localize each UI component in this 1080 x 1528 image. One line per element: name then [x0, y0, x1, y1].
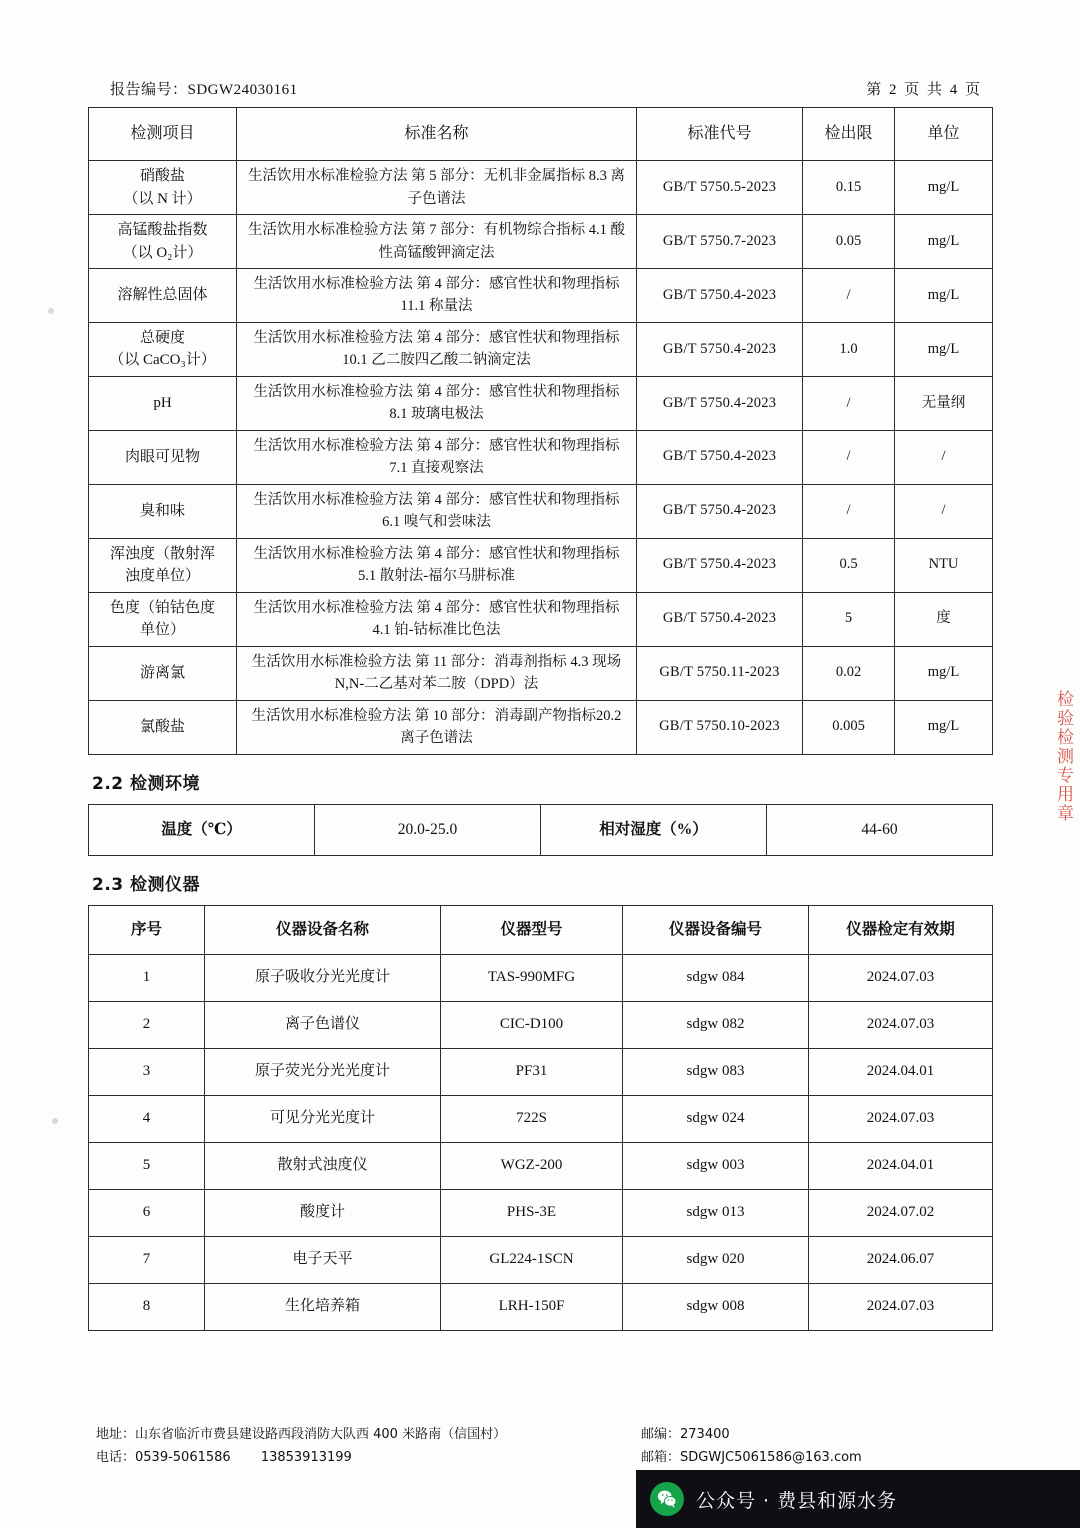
- cell-standard: 生活饮用水标准检验方法 第 4 部分：感官性状和物理指标 6.1 嗅气和尝味法: [237, 484, 637, 538]
- cell-model: TAS-990MFG: [441, 954, 623, 1001]
- table-row: [89, 954, 993, 1001]
- cell-code: GB/T 5750.4-2023: [637, 430, 803, 484]
- page-content: [88, 78, 992, 1331]
- table-row: [89, 322, 993, 376]
- table-row: [89, 1236, 993, 1283]
- table-row: [89, 161, 993, 215]
- cell-valid: 2024.04.01: [809, 1048, 993, 1095]
- cell-sn: sdgw 084: [623, 954, 809, 1001]
- footer-line-2: [96, 1447, 996, 1470]
- cell-standard: 生活饮用水标准检验方法 第 10 部分：消毒副产物指标20.2离子色谱法: [237, 700, 637, 754]
- footer-line-1: [96, 1424, 996, 1447]
- col-detection-limit: 检出限: [803, 108, 895, 161]
- table-row: [89, 1142, 993, 1189]
- cell-model: PF31: [441, 1048, 623, 1095]
- cell-no: 6: [89, 1189, 205, 1236]
- cell-standard: 生活饮用水标准检验方法 第 11 部分：消毒剂指标 4.3 现场 N,N-二乙基对苯二胺（DPD）法: [237, 646, 637, 700]
- cell-no: 3: [89, 1048, 205, 1095]
- cell-unit: mg/L: [895, 700, 993, 754]
- cell-item: 高锰酸盐指数 （以 O₂计）: [89, 215, 237, 269]
- cell-model: 722S: [441, 1095, 623, 1142]
- table-row: [89, 376, 993, 430]
- cell-item: pH: [89, 376, 237, 430]
- cell-item: 浑浊度（散射浑 浊度单位）: [89, 538, 237, 592]
- table-header-row: [89, 108, 993, 161]
- cell-humidity-value: 44-60: [767, 804, 993, 855]
- col-standard-code: 标准代号: [637, 108, 803, 161]
- table-row: [89, 215, 993, 269]
- cell-standard: 生活饮用水标准检验方法 第 4 部分：感官性状和物理指标 4.1 铂-钴标准比色法: [237, 592, 637, 646]
- cell-name: 离子色谱仪: [205, 1001, 441, 1048]
- cell-temperature-value: 20.0-25.0: [315, 804, 541, 855]
- cell-sn: sdgw 020: [623, 1236, 809, 1283]
- cell-name: 电子天平: [205, 1236, 441, 1283]
- cell-item: 色度（铂钴色度 单位）: [89, 592, 237, 646]
- cell-no: 1: [89, 954, 205, 1001]
- cell-limit: 0.15: [803, 161, 895, 215]
- cell-code: GB/T 5750.4-2023: [637, 538, 803, 592]
- table-row: [89, 538, 993, 592]
- col-instrument-name: 仪器设备名称: [205, 905, 441, 954]
- cell-item: 肉眼可见物: [89, 430, 237, 484]
- footer-postcode: 邮编：273400: [641, 1427, 730, 1442]
- cell-sn: sdgw 003: [623, 1142, 809, 1189]
- cell-unit: mg/L: [895, 322, 993, 376]
- footer-phone: 电话：0539-5061586: [96, 1449, 231, 1465]
- cell-valid: 2024.07.03: [809, 1001, 993, 1048]
- table-row: [89, 804, 993, 855]
- table-row: [89, 700, 993, 754]
- col-no: 序号: [89, 905, 205, 954]
- table-row: [89, 1001, 993, 1048]
- cell-code: GB/T 5750.4-2023: [637, 484, 803, 538]
- cell-code: GB/T 5750.10-2023: [637, 700, 803, 754]
- cell-name: 散射式浊度仪: [205, 1142, 441, 1189]
- cell-limit: 0.005: [803, 700, 895, 754]
- cell-code: GB/T 5750.4-2023: [637, 269, 803, 323]
- cell-sn: sdgw 013: [623, 1189, 809, 1236]
- table-row: [89, 646, 993, 700]
- cell-limit: /: [803, 484, 895, 538]
- cell-sn: sdgw 008: [623, 1283, 809, 1330]
- col-instrument-model: 仪器型号: [441, 905, 623, 954]
- section-title-environment: 2.2 检测环境: [92, 773, 201, 794]
- cell-sn: sdgw 083: [623, 1048, 809, 1095]
- cell-unit: /: [895, 430, 993, 484]
- cell-code: GB/T 5750.4-2023: [637, 592, 803, 646]
- table-row: [89, 1189, 993, 1236]
- cell-limit: /: [803, 430, 895, 484]
- cell-item: 游离氯: [89, 646, 237, 700]
- footer-phone-group: [96, 1447, 641, 1470]
- page-indicator: 第 2 页 共 4 页: [866, 82, 982, 98]
- document-footer: [96, 1424, 996, 1470]
- cell-item: 溶解性总固体: [89, 269, 237, 323]
- cell-name: 生化培养箱: [205, 1283, 441, 1330]
- report-number: 报告编号：SDGW24030161: [110, 82, 298, 98]
- cell-standard: 生活饮用水标准检验方法 第 4 部分：感官性状和物理指标 8.1 玻璃电极法: [237, 376, 637, 430]
- cell-no: 8: [89, 1283, 205, 1330]
- cell-model: WGZ-200: [441, 1142, 623, 1189]
- cell-unit: 度: [895, 592, 993, 646]
- cell-unit: mg/L: [895, 215, 993, 269]
- cell-code: GB/T 5750.4-2023: [637, 322, 803, 376]
- cell-name: 原子荧光分光光度计: [205, 1048, 441, 1095]
- col-instrument-sn: 仪器设备编号: [623, 905, 809, 954]
- cell-limit: 0.5: [803, 538, 895, 592]
- cell-limit: 1.0: [803, 322, 895, 376]
- environment-table: [88, 804, 993, 856]
- table-row: [89, 592, 993, 646]
- cell-unit: mg/L: [895, 161, 993, 215]
- footer-address: 地址：山东省临沂市费县建设路西段消防大队西 400 米路南（信国村）: [96, 1427, 507, 1442]
- cell-no: 5: [89, 1142, 205, 1189]
- banner-text: 公众号 · 费县和源水务: [696, 1489, 898, 1512]
- cell-code: GB/T 5750.7-2023: [637, 215, 803, 269]
- table-row: [89, 430, 993, 484]
- cell-humidity-label: 相对湿度（%）: [541, 804, 767, 855]
- cell-limit: 0.02: [803, 646, 895, 700]
- cell-valid: 2024.04.01: [809, 1142, 993, 1189]
- cell-temperature-label: 温度（℃）: [89, 804, 315, 855]
- cell-valid: 2024.07.03: [809, 1095, 993, 1142]
- cell-limit: /: [803, 269, 895, 323]
- cell-name: 原子吸收分光光度计: [205, 954, 441, 1001]
- cell-code: GB/T 5750.5-2023: [637, 161, 803, 215]
- cell-no: 7: [89, 1236, 205, 1283]
- cell-no: 2: [89, 1001, 205, 1048]
- cell-item: 氯酸盐: [89, 700, 237, 754]
- cell-unit: mg/L: [895, 646, 993, 700]
- cell-code: GB/T 5750.11-2023: [637, 646, 803, 700]
- cell-no: 4: [89, 1095, 205, 1142]
- test-items-table: [88, 107, 993, 755]
- cell-item: 臭和味: [89, 484, 237, 538]
- cell-model: PHS-3E: [441, 1189, 623, 1236]
- cell-standard: 生活饮用水标准检验方法 第 4 部分：感官性状和物理指标 11.1 称量法: [237, 269, 637, 323]
- col-instrument-valid: 仪器检定有效期: [809, 905, 993, 954]
- cell-valid: 2024.06.07: [809, 1236, 993, 1283]
- cell-sn: sdgw 024: [623, 1095, 809, 1142]
- cell-unit: mg/L: [895, 269, 993, 323]
- cell-model: CIC-D100: [441, 1001, 623, 1048]
- red-stamp-watermark: 检验检测专用章: [1053, 690, 1073, 823]
- cell-name: 酸度计: [205, 1189, 441, 1236]
- table-header-row: [89, 905, 993, 954]
- cell-valid: 2024.07.03: [809, 1283, 993, 1330]
- table-row: [89, 1095, 993, 1142]
- cell-unit: NTU: [895, 538, 993, 592]
- cell-standard: 生活饮用水标准检验方法 第 7 部分：有机物综合指标 4.1 酸性高锰酸钾滴定法: [237, 215, 637, 269]
- wechat-account-banner: [636, 1470, 1080, 1528]
- footer-email: 邮箱：SDGWJC5061586@163.com: [641, 1449, 862, 1465]
- col-standard-name: 标准名称: [237, 108, 637, 161]
- document-header: [88, 78, 992, 107]
- table-row: [89, 269, 993, 323]
- cell-standard: 生活饮用水标准检验方法 第 4 部分：感官性状和物理指标 5.1 散射法-福尔马肼标准: [237, 538, 637, 592]
- col-unit: 单位: [895, 108, 993, 161]
- wechat-icon: [650, 1482, 684, 1516]
- cell-unit: /: [895, 484, 993, 538]
- instruments-table: [88, 905, 993, 1331]
- cell-sn: sdgw 082: [623, 1001, 809, 1048]
- table-row: [89, 1283, 993, 1330]
- cell-standard: 生活饮用水标准检验方法 第 5 部分：无机非金属指标 8.3 离子色谱法: [237, 161, 637, 215]
- table-row: [89, 1048, 993, 1095]
- cell-standard: 生活饮用水标准检验方法 第 4 部分：感官性状和物理指标 7.1 直接观察法: [237, 430, 637, 484]
- scan-speck: [48, 308, 54, 314]
- cell-limit: 5: [803, 592, 895, 646]
- cell-model: GL224-1SCN: [441, 1236, 623, 1283]
- col-item: 检测项目: [89, 108, 237, 161]
- cell-valid: 2024.07.03: [809, 954, 993, 1001]
- cell-item: 硝酸盐 （以 N 计）: [89, 161, 237, 215]
- cell-item: 总硬度 （以 CaCO₃计）: [89, 322, 237, 376]
- cell-name: 可见分光光度计: [205, 1095, 441, 1142]
- cell-code: GB/T 5750.4-2023: [637, 376, 803, 430]
- cell-valid: 2024.07.02: [809, 1189, 993, 1236]
- table-row: [89, 484, 993, 538]
- cell-standard: 生活饮用水标准检验方法 第 4 部分：感官性状和物理指标 10.1 乙二胺四乙酸二钠滴定法: [237, 322, 637, 376]
- cell-limit: /: [803, 376, 895, 430]
- cell-limit: 0.05: [803, 215, 895, 269]
- scan-speck: [52, 1118, 58, 1124]
- section-title-instruments: 2.3 检测仪器: [92, 874, 201, 895]
- cell-unit: 无量纲: [895, 376, 993, 430]
- footer-phone-mobile: 13853913199: [260, 1449, 352, 1465]
- cell-model: LRH-150F: [441, 1283, 623, 1330]
